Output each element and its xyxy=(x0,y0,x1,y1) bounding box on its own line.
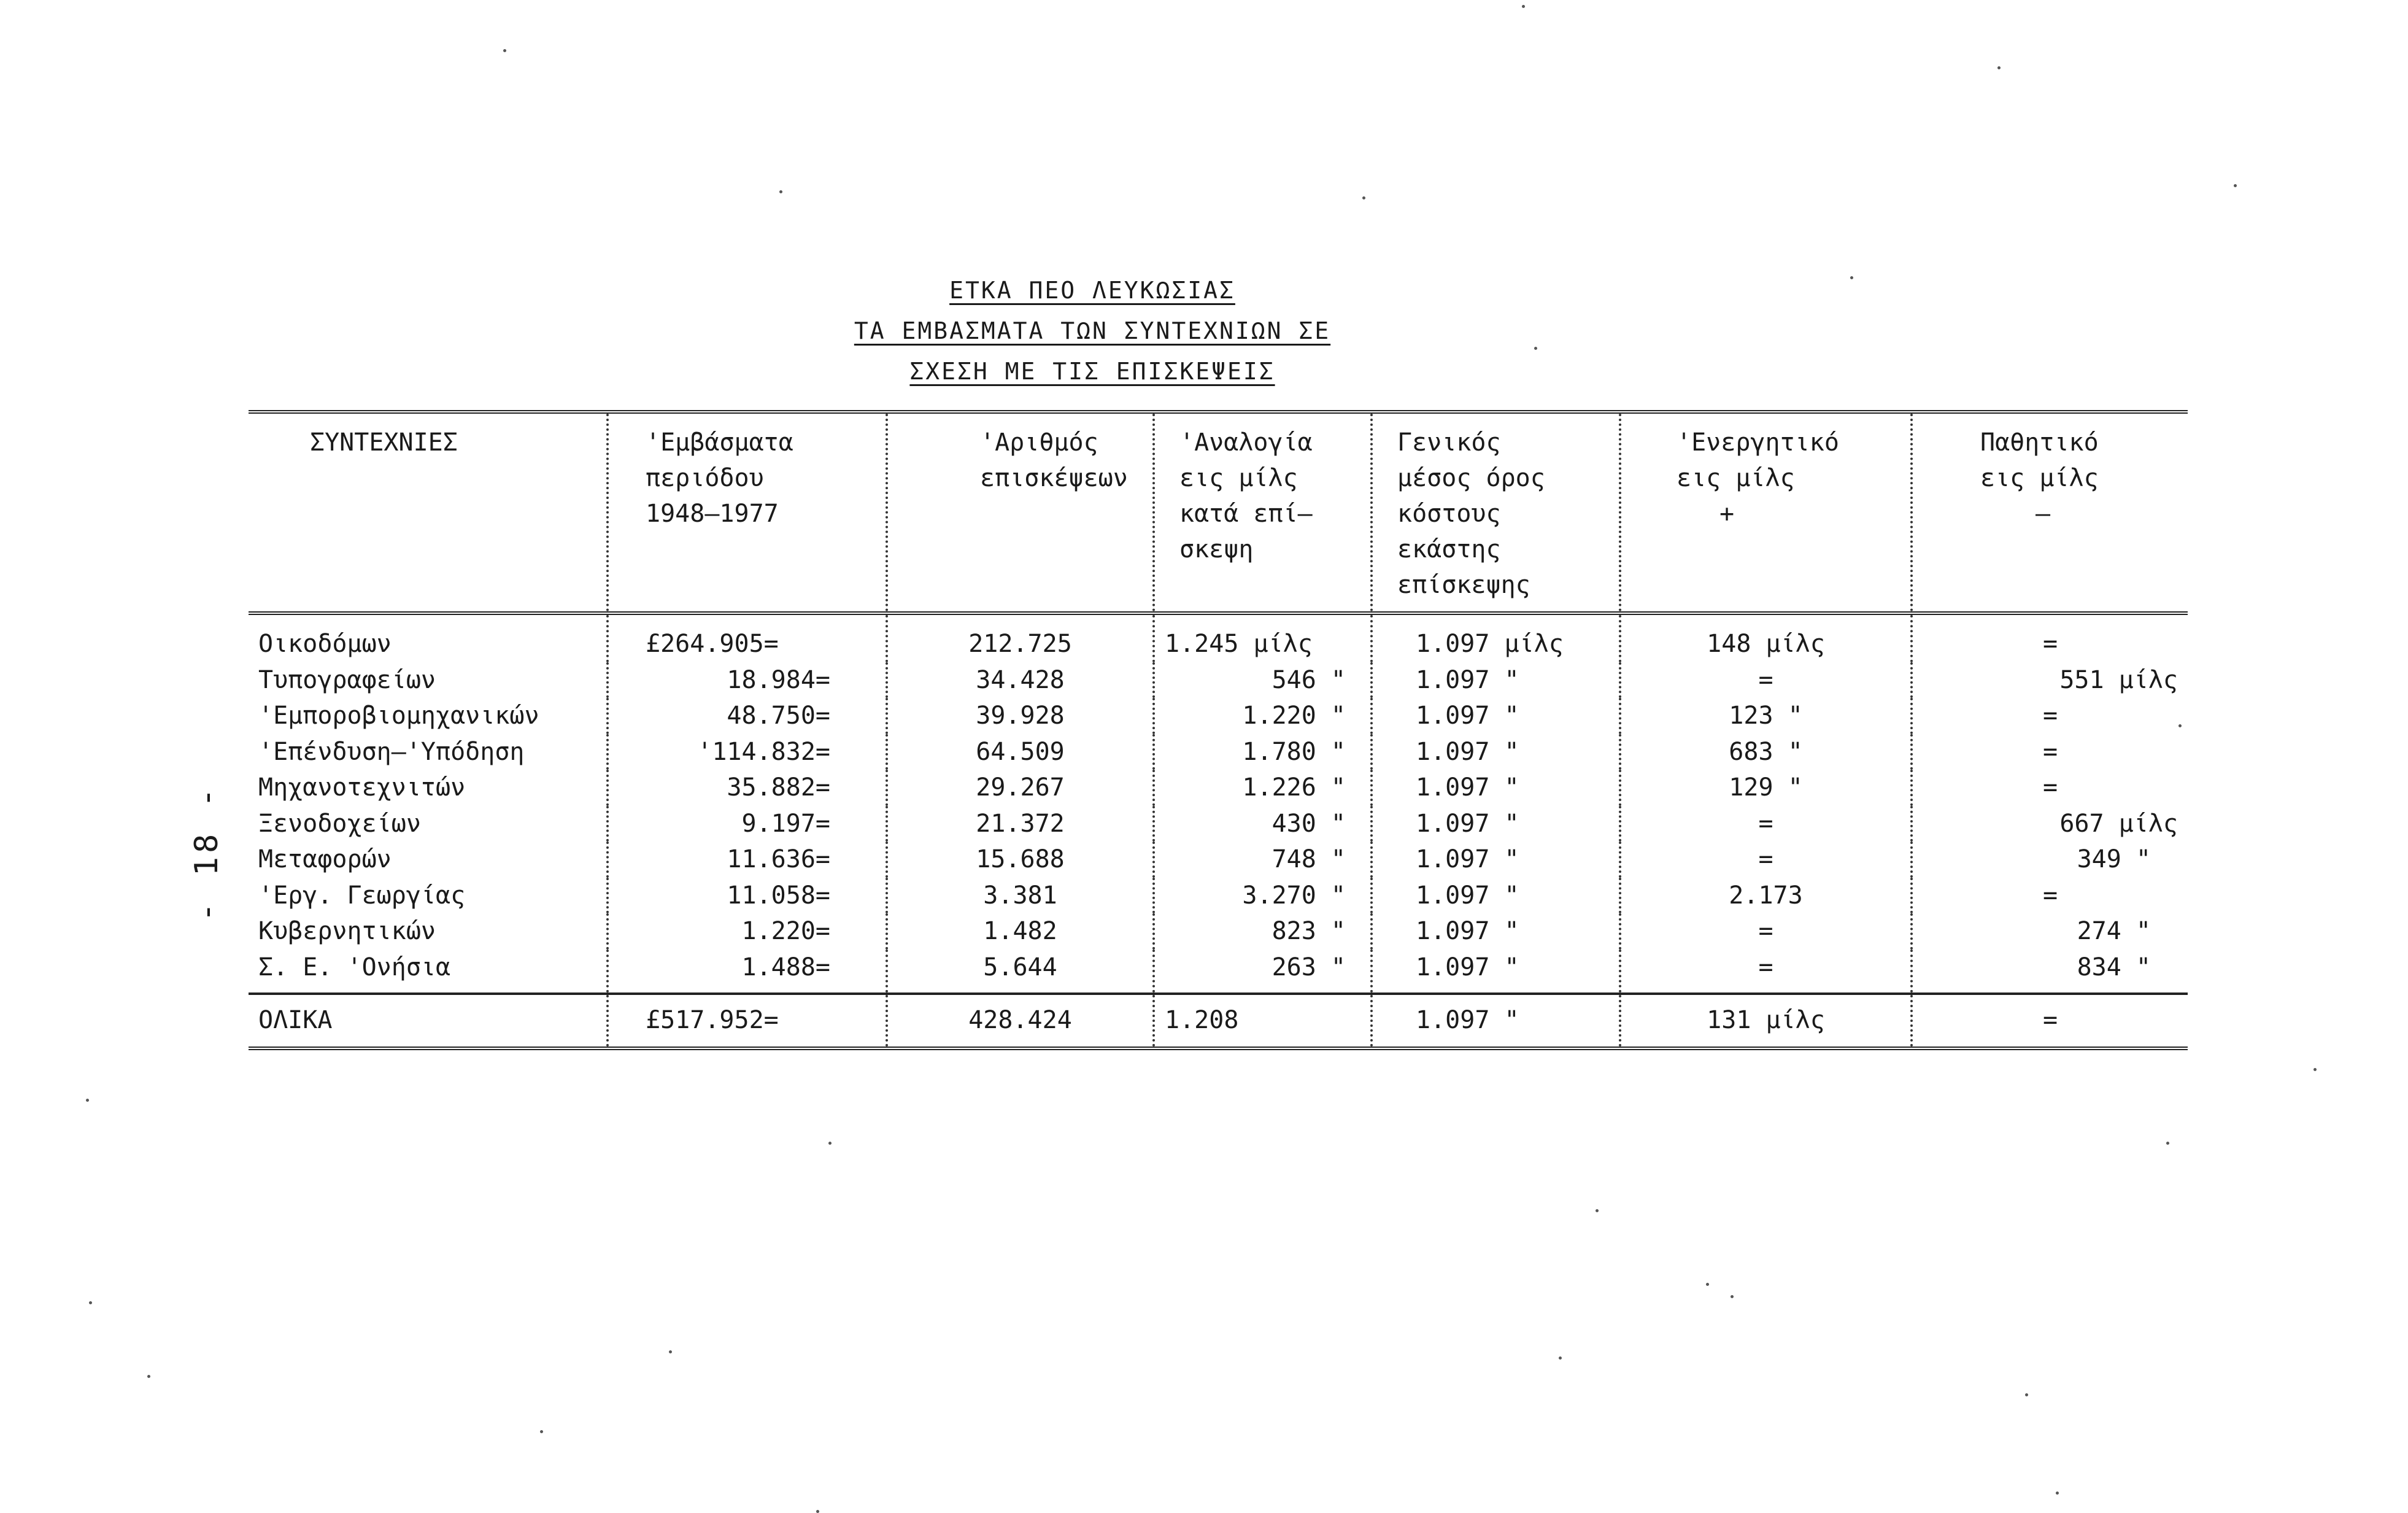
table-row: Σ. Ε. 'Ονήσια 1.488= 5.644 263 " 1.097 " = 834 " xyxy=(249,950,2188,994)
header-ratio: 'Αναλογία εις μίλς κατά επί– σκεψη xyxy=(1154,412,1372,613)
header-unions: ΣΥΝΤΕΧΝΙΕΣ xyxy=(310,428,458,457)
scan-speck xyxy=(828,1142,832,1145)
scan-speck xyxy=(669,1350,672,1353)
remittances-table xyxy=(249,410,2188,1050)
scan-speck xyxy=(1731,1295,1734,1298)
header-remittances: 'Εμβάσματα περιόδου 1948–1977 xyxy=(608,412,887,613)
page-number: - 18 - xyxy=(188,784,225,922)
scan-speck xyxy=(540,1430,543,1433)
total-row: ΟΛΙΚΑ £517.952= 428.424 1.208 1.097 " 131 μίλς = xyxy=(249,994,2188,1048)
title-line-1: ΕΤΚΑ ΠΕΟ ΛΕΥΚΩΣΙΑΣ xyxy=(949,277,1235,304)
table-row: Κυβερνητικών 1.220= 1.482 823 " 1.097 " = 274 " xyxy=(249,913,2188,950)
document-title-block xyxy=(853,270,1332,392)
scan-speck xyxy=(1559,1356,1562,1360)
table-row: 'Εμποροβιομηχανικών 48.750= 39.928 1.220 " 1.097 " 123 " = xyxy=(249,698,2188,734)
header-average-cost: Γενικός μέσος όρος κόστους εκάστης επίσκεψης xyxy=(1372,412,1620,613)
table-header-row xyxy=(249,412,2188,613)
scan-speck xyxy=(86,1099,89,1102)
title-line-3: ΣΧΕΣΗ ΜΕ ΤΙΣ ΕΠΙΣΚΕΨΕΙΣ xyxy=(909,358,1275,385)
scan-speck xyxy=(2056,1492,2059,1495)
scan-speck xyxy=(1596,1209,1599,1212)
table-row: Οικοδόμων £264.905= 212.725 1.245 μίλς 1.097 μίλς 148 μίλς = xyxy=(249,613,2188,662)
table-row: 'Επένδυση–'Υπόδηση '114.832= 64.509 1.780 " 1.097 " 683 " = xyxy=(249,734,2188,770)
scan-speck xyxy=(89,1301,92,1304)
scan-speck xyxy=(779,190,782,193)
table-row: Ξενοδοχείων 9.197= 21.372 430 " 1.097 " = 667 μίλς xyxy=(249,806,2188,842)
scan-speck xyxy=(1522,5,1525,8)
scan-speck xyxy=(2234,184,2237,187)
table-row: Τυπογραφείων 18.984= 34.428 546 " 1.097 " = 551 μίλς xyxy=(249,662,2188,698)
table-total xyxy=(249,994,2188,1048)
table-body xyxy=(249,613,2188,994)
scan-speck xyxy=(1997,66,2001,69)
scan-speck xyxy=(1706,1283,1709,1286)
scan-speck xyxy=(147,1375,150,1378)
scan-speck xyxy=(2166,1142,2169,1145)
table-row: 'Εργ. Γεωργίας 11.058= 3.381 3.270 " 1.097 " 2.173 = xyxy=(249,878,2188,914)
scan-speck xyxy=(1534,347,1537,350)
table-row: Μηχανοτεχνιτών 35.882= 29.267 1.226 " 1.097 " 129 " = xyxy=(249,770,2188,806)
table-row: Μεταφορών 11.636= 15.688 748 " 1.097 " = 349 " xyxy=(249,842,2188,878)
header-active: 'Ενεργητικό εις μίλς + xyxy=(1620,412,1912,613)
scan-speck xyxy=(503,49,506,52)
scan-speck xyxy=(1362,196,1365,199)
title-line-2: ΤΑ ΕΜΒΑΣΜΑΤΑ ΤΩΝ ΣΥΝΤΕΧΝΙΩΝ ΣΕ xyxy=(854,317,1331,344)
scan-speck xyxy=(2178,724,2182,727)
scan-speck xyxy=(1850,276,1853,279)
header-passive: Παθητικό εις μίλς – xyxy=(1912,412,2188,613)
scan-speck xyxy=(816,1510,819,1513)
scan-speck xyxy=(2025,1393,2028,1396)
header-visits: 'Αριθμός επισκέψεων xyxy=(887,412,1154,613)
scan-speck xyxy=(2313,1068,2317,1071)
